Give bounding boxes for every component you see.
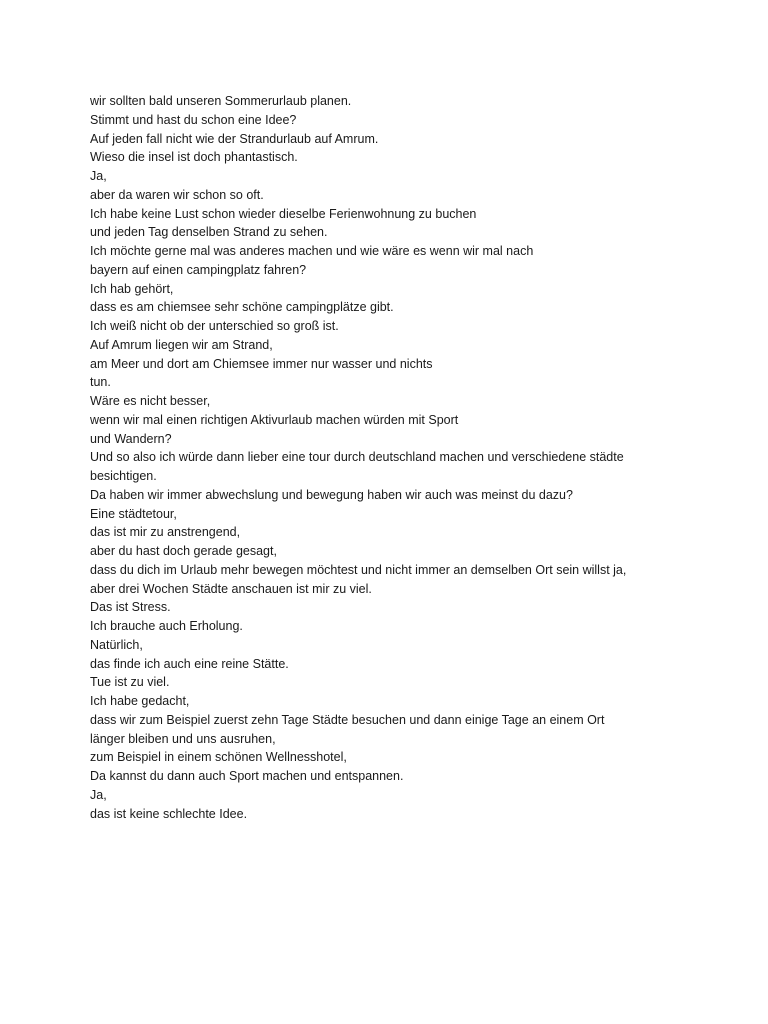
- text-line: Und so also ich würde dann lieber eine tour durch deutschland machen und verschiedene städte: [90, 450, 624, 465]
- text-line: länger bleiben und uns ausruhen,: [90, 731, 276, 746]
- document-text: [90, 92, 710, 823]
- text-line: Das ist Stress.: [90, 600, 171, 615]
- text-line: Ich hab gehört,: [90, 281, 174, 296]
- text-line: und jeden Tag denselben Strand zu sehen.: [90, 225, 328, 240]
- text-line: bayern auf einen campingplatz fahren?: [90, 262, 307, 277]
- text-line: Ich habe gedacht,: [90, 694, 190, 708]
- text-line: Wäre es nicht besser,: [90, 394, 211, 408]
- text-line: das ist keine schlechte Idee.: [90, 806, 248, 821]
- text-line: dass wir zum Beispiel zuerst zehn Tage Städte besuchen und dann einige Tage an einem Ort: [90, 712, 605, 727]
- text-line: Auf jeden fall nicht wie der Strandurlaub auf Amrum.: [90, 131, 379, 146]
- text-line: Ich habe keine Lust schon wieder dieselbe Ferienwohnung zu buchen: [90, 206, 477, 221]
- text-line: Stimmt und hast du schon eine Idee?: [90, 112, 297, 127]
- text-line: Natürlich,: [90, 637, 143, 652]
- text-line: Ich möchte gerne mal was anderes machen und wie wäre es wenn wir mal nach: [90, 244, 534, 258]
- text-line: Ja,: [90, 787, 107, 802]
- text-line: Ich brauche auch Erholung.: [90, 619, 243, 633]
- text-line: aber da waren wir schon so oft.: [90, 187, 264, 202]
- text-line: das finde ich auch eine reine Stätte.: [90, 656, 289, 671]
- text-line: Wieso die insel ist doch phantastisch.: [90, 150, 298, 165]
- text-line: Da haben wir immer abwechslung und bewegung haben wir auch was meinst du dazu?: [90, 487, 573, 502]
- text-line: Da kannst du dann auch Sport machen und entspannen.: [90, 769, 404, 783]
- text-line: Auf Amrum liegen wir am Strand,: [90, 337, 273, 352]
- text-line: das ist mir zu anstrengend,: [90, 525, 241, 540]
- text-line: besichtigen.: [90, 469, 157, 483]
- text-line: dass es am chiemsee sehr schöne campingplätze gibt.: [90, 300, 394, 315]
- text-line: Tue ist zu viel.: [90, 675, 170, 690]
- text-line: wenn wir mal einen richtigen Aktivurlaub machen würden mit Sport: [90, 412, 459, 427]
- text-line: und Wandern?: [90, 431, 172, 446]
- text-line: Ich weiß nicht ob der unterschied so groß ist.: [90, 319, 339, 333]
- text-line: am Meer und dort am Chiemsee immer nur wasser und nichts: [90, 356, 433, 371]
- text-line: aber drei Wochen Städte anschauen ist mir zu viel.: [90, 581, 372, 596]
- text-line: aber du hast doch gerade gesagt,: [90, 544, 277, 558]
- text-line: Ja,: [90, 169, 107, 183]
- text-line: wir sollten bald unseren Sommerurlaub planen.: [90, 94, 352, 108]
- text-line: dass du dich im Urlaub mehr bewegen möchtest und nicht immer an demselben Ort sein willst ja,: [90, 562, 627, 577]
- text-line: Eine städtetour,: [90, 506, 177, 521]
- text-line: zum Beispiel in einem schönen Wellnesshotel,: [90, 750, 347, 765]
- text-line: tun.: [90, 375, 111, 390]
